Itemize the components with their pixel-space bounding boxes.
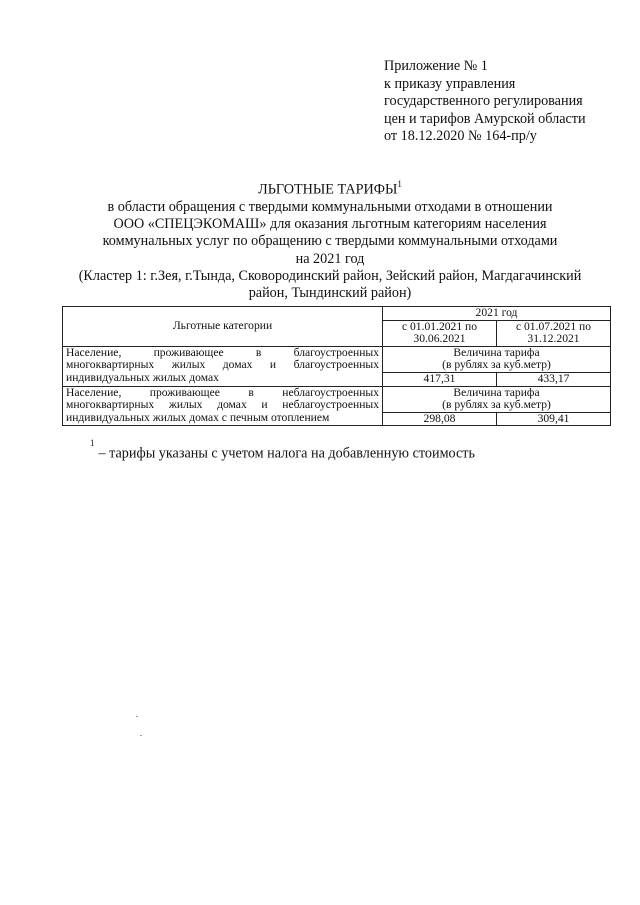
- footnote-text: – тарифы указаны с учетом налога на добавленную стоимость: [98, 445, 475, 462]
- period-header-2: [497, 320, 611, 346]
- appendix-reference: [384, 58, 624, 146]
- period-2-end: 31.12.2021: [527, 332, 580, 346]
- unit-label: Величина тарифа: [383, 346, 611, 359]
- tariff-table: [62, 306, 611, 426]
- table-header-row: [63, 307, 611, 321]
- title-line: ООО «СПЕЦЭКОМАШ» для оказания льготным категориям населения: [113, 216, 547, 233]
- title-heading-text: ЛЬГОТНЫЕ ТАРИФЫ: [258, 181, 398, 198]
- category-line: многоквартирных жилых домах и благоустроенных: [66, 358, 379, 372]
- category-cell: [63, 346, 383, 386]
- appendix-line: от 18.12.2020 № 164-пр/у: [384, 128, 537, 145]
- document-title: [40, 177, 620, 302]
- tariff-value: 433,17: [497, 372, 611, 386]
- title-line: на 2021 год: [295, 250, 365, 267]
- category-line: Население, проживающее в неблагоустроенных: [66, 385, 379, 399]
- footnote: [90, 438, 475, 463]
- title-line: район, Тындинский район): [248, 284, 412, 301]
- unit-label: Величина тарифа: [383, 386, 611, 399]
- period-1-end: 30.06.2021: [413, 332, 466, 346]
- scan-speck: [136, 716, 138, 717]
- category-header: Льготные категории: [63, 307, 383, 347]
- period-header-1: [383, 320, 497, 346]
- year-header: 2021 год: [383, 307, 611, 321]
- category-cell: [63, 386, 383, 426]
- tariff-value: 417,31: [383, 372, 497, 386]
- appendix-line: к приказу управления: [384, 75, 516, 92]
- category-line: индивидуальных жилых домах с печным отоплением: [66, 410, 330, 424]
- period-1-start: с 01.01.2021 по: [401, 319, 478, 333]
- unit-detail: (в рублях за куб.метр): [383, 359, 611, 372]
- category-line: Население, проживающее в благоустроенных: [66, 345, 379, 359]
- scan-speck: [140, 735, 142, 736]
- tariff-value: 309,41: [497, 412, 611, 426]
- appendix-line: цен и тарифов Амурской области: [384, 110, 586, 127]
- title-line: коммунальных услуг по обращению с твердыми коммунальными отходами: [102, 233, 558, 250]
- tariff-value: 298,08: [383, 412, 497, 426]
- appendix-line: государственного регулирования: [384, 93, 583, 110]
- category-line: индивидуальных жилых домах: [66, 370, 219, 384]
- period-2-start: с 01.07.2021 по: [515, 319, 592, 333]
- footnote-mark: 1: [90, 438, 95, 448]
- unit-detail: (в рублях за куб.метр): [383, 399, 611, 412]
- title-heading: [40, 177, 620, 199]
- title-footnote-mark: 1: [397, 179, 402, 189]
- title-line: в области обращения с твердыми коммунальными отходами в отношении: [107, 198, 553, 215]
- category-line: многоквартирных жилых домах и неблагоустроенных: [66, 398, 379, 412]
- appendix-line: Приложение № 1: [384, 58, 488, 74]
- title-line: (Кластер 1: г.Зея, г.Тында, Сковородинский район, Зейский район, Магдагачинский: [78, 267, 582, 284]
